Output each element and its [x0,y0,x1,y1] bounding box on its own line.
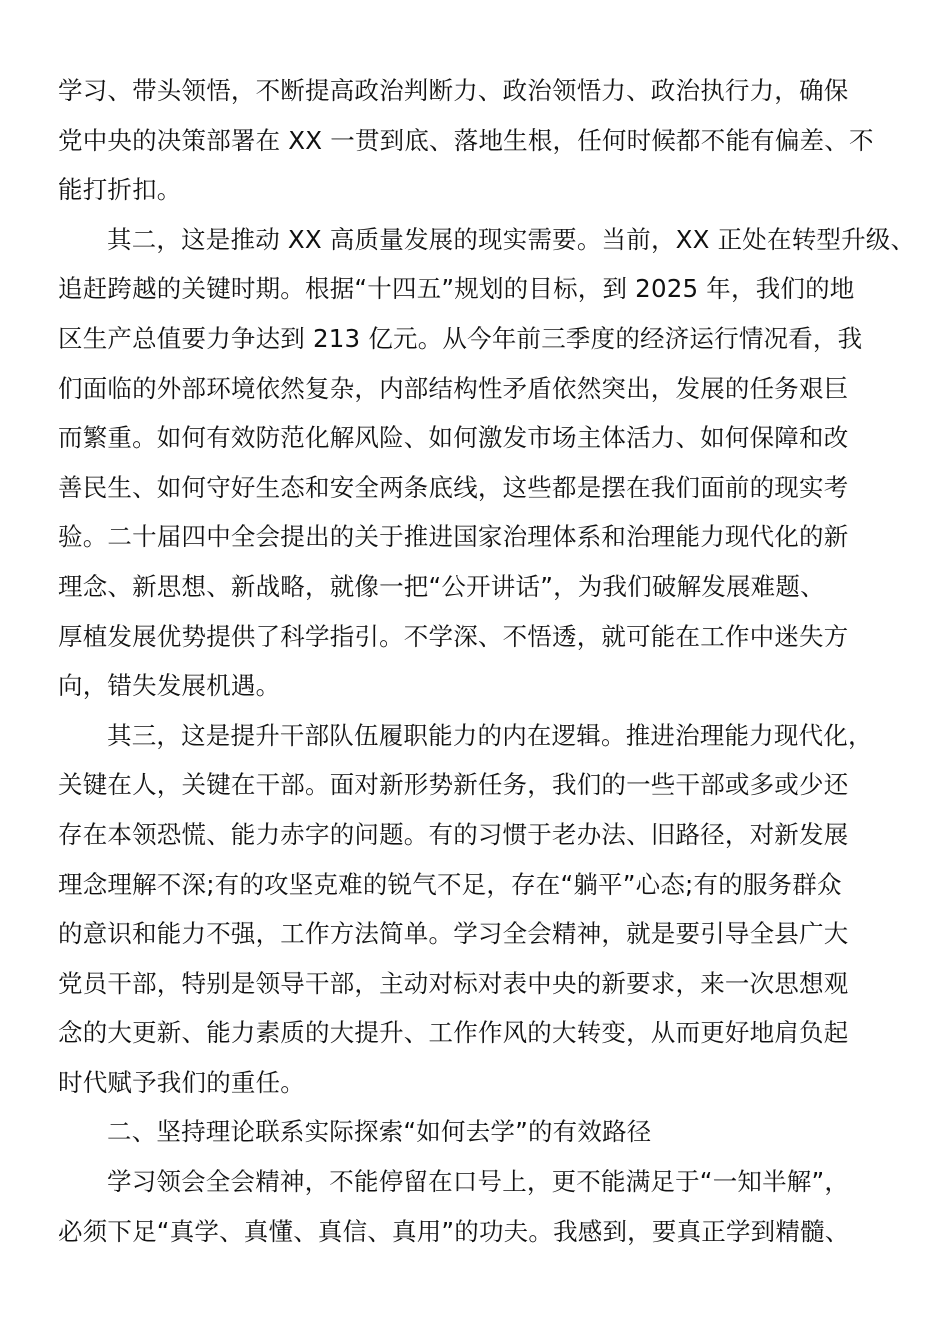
text-line: 善民生、如何守好生态和安全两条底线，这些都是摆在我们面前的现实考 [58,472,849,502]
text-line: 念的大更新、能力素质的大提升、工作作风的大转变，从而更好地肩负起 [58,1018,849,1048]
text-line: 而繁重。如何有效防范化解风险、如何激发市场主体活力、如何保障和改 [58,423,849,453]
text-line: 验。二十届四中全会提出的关于推进国家治理体系和治理能力现代化的新 [58,522,849,552]
text-line: 向，错失发展机遇。 [58,671,281,701]
text-line: 关键在人，关键在干部。面对新形势新任务，我们的一些干部或多或少还 [58,770,849,800]
text-line: 理念、新思想、新战略，就像一把“公开讲话”，为我们破解发展难题、 [58,571,825,601]
text-line: 厚植发展优势提供了科学指引。不学深、不悟透，就可能在工作中迷失方 [58,621,849,651]
text-line: 学习、带头领悟，不断提高政治判断力、政治领悟力、政治执行力，确保 [58,76,849,105]
text-line: 党中央的决策部署在 XX 一贯到底、落地生根，任何时候都不能有偏差、不 [58,125,874,155]
text-line: 的意识和能力不强，工作方法简单。学习全会精神，就是要引导全县广大 [58,919,849,949]
text-line: 必须下足“真学、真懂、真信、真用”的功夫。我感到，要真正学到精髓、 [58,1216,850,1246]
text-line: 追赶跨越的关键时期。根据“十四五”规划的目标，到 2025 年，我们的地 [58,274,855,304]
text-line: 其三，这是提升干部队伍履职能力的内在逻辑。推进治理能力现代化， [107,720,873,750]
text-line: 学习领会全会精神，不能停留在口号上，更不能满足于“一知半解”， [107,1167,850,1197]
text-line: 们面临的外部环境依然复杂，内部结构性矛盾依然突出，发展的任务艰巨 [58,373,849,403]
text-line: 党员干部，特别是领导干部，主动对标对表中央的新要求，来一次思想观 [58,968,849,998]
text-line: 存在本领恐慌、能力赤字的问题。有的习惯于老办法、旧路径，对新发展 [58,819,849,849]
text-line: 时代赋予我们的重任。 [58,1067,305,1097]
section-heading: 二、坚持理论联系实际探索“如何去学”的有效路径 [107,1117,652,1147]
text-line: 其二，这是推动 XX 高质量发展的现实需要。当前，XX 正处在转型升级、 [107,224,916,254]
body-text [58,66,916,1256]
text-line: 区生产总值要力争达到 213 亿元。从今年前三季度的经济运行情况看，我 [58,323,863,353]
text-line: 能打折扣。 [58,175,182,205]
text-line: 理念理解不深;有的攻坚克难的锐气不足，存在“躺平”心态;有的服务群众 [58,869,842,899]
